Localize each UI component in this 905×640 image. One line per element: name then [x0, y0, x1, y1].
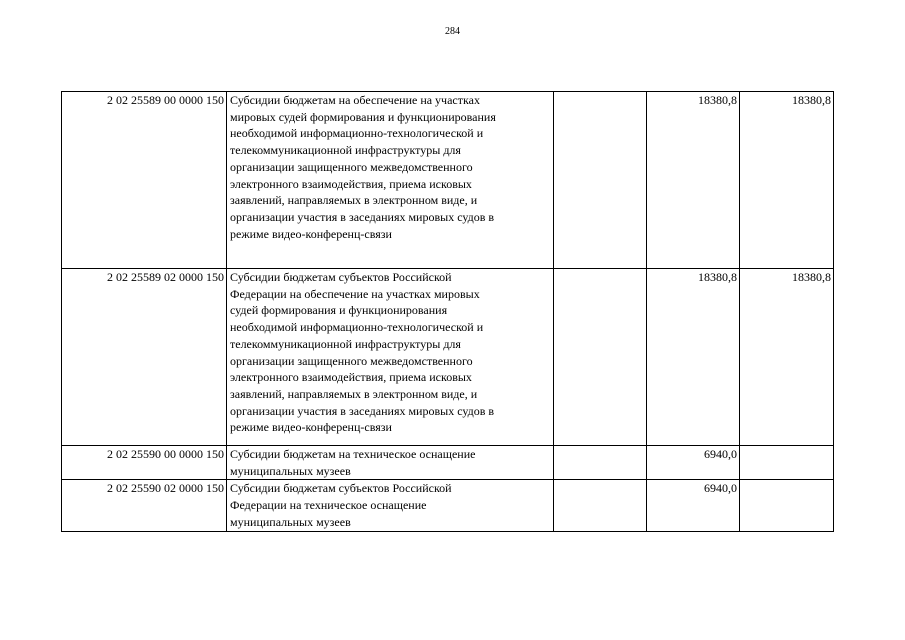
description-line: телекоммуникационной инфраструктуры для	[230, 143, 461, 158]
amount-cell	[740, 446, 834, 480]
description-line: Субсидии бюджетам субъектов Российской	[230, 481, 452, 496]
empty-value-cell	[554, 446, 647, 480]
amount-cell	[740, 480, 834, 532]
description-line: организации защищенного межведомственного	[230, 159, 473, 174]
description-line: телекоммуникационной инфраструктуры для	[230, 336, 461, 351]
budget-table	[61, 91, 834, 532]
description-line: судей формирования и функционирования	[230, 303, 448, 318]
description-cell	[227, 480, 554, 532]
empty-value-cell	[554, 269, 647, 446]
description-line: электронного взаимодействия, приема исковых	[230, 370, 472, 385]
description-line: электронного взаимодействия, приема исковых	[230, 176, 472, 191]
amount-cell: 18380,8	[647, 92, 740, 269]
description-cell	[227, 269, 554, 446]
description-cell	[227, 446, 554, 480]
description-line: режиме видео-конференц-связи	[230, 226, 392, 241]
description-cell	[227, 92, 554, 269]
description-line: заявлений, направляемых в электронном виде, и	[230, 193, 478, 208]
amount-cell: 18380,8	[740, 92, 834, 269]
description-line: Субсидии бюджетам на обеспечение на участках	[230, 93, 480, 107]
amount-cell: 18380,8	[740, 269, 834, 446]
description-line: организации участия в заседаниях мировых судов в	[230, 403, 495, 418]
amount-cell: 18380,8	[647, 269, 740, 446]
budget-code-cell: 2 02 25589 02 0000 150	[62, 269, 227, 446]
empty-value-cell	[554, 480, 647, 532]
description-line: Федерации на техническое оснащение	[230, 498, 427, 513]
amount-cell: 6940,0	[647, 480, 740, 532]
description-line: организации участия в заседаниях мировых судов в	[230, 209, 495, 224]
budget-code-cell: 2 02 25589 00 0000 150	[62, 92, 227, 269]
description-line: режиме видео-конференц-связи	[230, 420, 392, 435]
amount-cell: 6940,0	[647, 446, 740, 480]
description-line: мировых судей формирования и функционирования	[230, 109, 496, 124]
description-line: заявлений, направляемых в электронном виде, и	[230, 386, 478, 401]
table-row	[62, 480, 834, 532]
table-row	[62, 92, 834, 269]
description-line: необходимой информационно-технологической и	[230, 126, 484, 141]
description-line: муниципальных музеев	[230, 514, 351, 529]
empty-value-cell	[554, 92, 647, 269]
description-line: необходимой информационно-технологической и	[230, 320, 484, 335]
budget-code-cell: 2 02 25590 00 0000 150	[62, 446, 227, 480]
description-line: организации защищенного межведомственного	[230, 353, 473, 368]
description-line: муниципальных музеев	[230, 463, 351, 478]
description-line: Субсидии бюджетам на техническое оснащение	[230, 447, 476, 461]
description-line: Федерации на обеспечение на участках мировых	[230, 286, 480, 301]
description-line: Субсидии бюджетам субъектов Российской	[230, 270, 452, 284]
table-row	[62, 446, 834, 480]
budget-code-cell: 2 02 25590 02 0000 150	[62, 480, 227, 532]
page-number: 284	[445, 26, 460, 37]
table-row	[62, 269, 834, 446]
